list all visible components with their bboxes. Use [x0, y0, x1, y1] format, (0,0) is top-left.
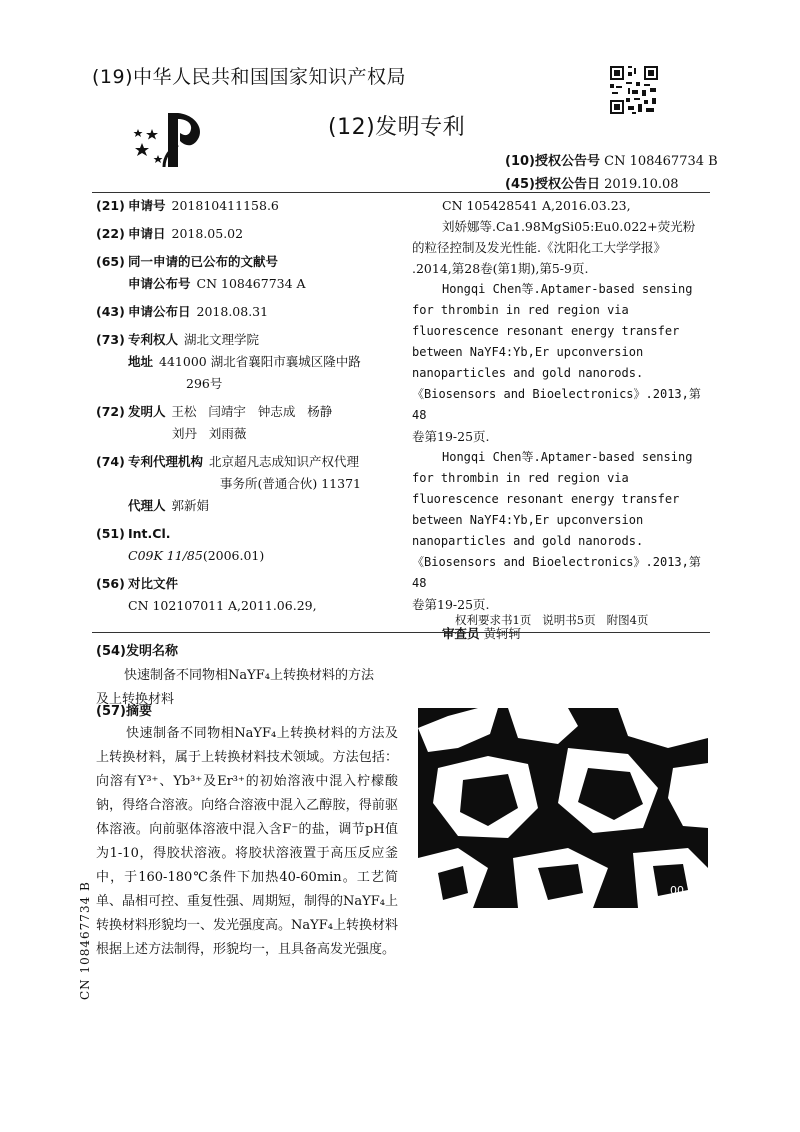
field-code: (73) [96, 332, 125, 347]
grant-number-label: (10)授权公告号 [505, 154, 600, 169]
patentee: 湖北文理学院 [184, 332, 260, 347]
abstract-text [96, 722, 398, 962]
invention-title: 快速制备不同物相NaYF₄上转换材料的方法 [124, 668, 374, 683]
cited-references [412, 195, 710, 644]
agent-row [96, 495, 416, 517]
field-label: 专利权人 [128, 332, 179, 347]
reference-5-line1: Hongqi Chen等.Aptamer-based sensing [442, 450, 693, 464]
ipc-class-row [96, 545, 416, 567]
field-label: 对比文件 [128, 576, 179, 591]
reference-5-line5: nanoparticles and gold nanorods. [412, 534, 644, 548]
reference-3-line2: 的粒径控制及发光性能.《沈阳化工大学学报》 [412, 240, 666, 255]
field-code: (43) [96, 304, 125, 319]
application-number: 201810411158.6 [171, 198, 279, 213]
field-label: 代理人 [128, 498, 166, 513]
abstract-paragraph: 快速制备不同物相NaYF₄上转换材料的方法及上转换材料，属于上转换材料技术领域。方法包括：向溶有Y³⁺、Yb³⁺及Er³⁺的初始溶液中混入柠檬酸钠，得络合溶液。向络合溶液中混入乙醇胺，得前驱体溶液。向前驱体溶液中混入含F⁻的盐，调节pH值为1-10，得胶状溶液。将胶状溶液置于高压反应釜中，于160-180℃条件下加热40-60min。工艺简单、晶相可控、重复性强、周期短，制得的NaYF₄上转换材料形貌均一、发光强度高。NaYF₄上转换材料根据上述方法制得，形貌均一，且具备高发光强度。 [96, 726, 398, 957]
field-label: 专利代理机构 [128, 454, 204, 469]
document-type: (12)发明专利 [328, 115, 466, 140]
reference-2: CN 105428541 A,2016.03.23, [442, 198, 631, 213]
field-label: 发明人 [128, 404, 166, 419]
ipc-row [96, 523, 416, 545]
agency-cont: 事务所(普通合伙) 11371 [220, 476, 361, 491]
bibliographic-data [96, 195, 416, 617]
grant-date: 2019.10.08 [604, 177, 679, 192]
qr-code-icon [608, 64, 660, 116]
reference-4-line3: fluorescence resonant energy transfer [412, 324, 680, 338]
field-label: 地址 [128, 354, 154, 369]
abstract-code: (57) [96, 704, 126, 719]
reference-5-line6: 《Biosensors and Bioelectronics》.2013,第48 [412, 555, 701, 590]
field-label: 申请公布日 [128, 304, 191, 319]
reference-5-line2: for thrombin in red region via [412, 471, 629, 485]
publication-info [505, 150, 718, 196]
agent: 郭新娟 [171, 498, 210, 513]
micrograph-image [418, 708, 708, 908]
ipc-date: (2006.01) [202, 548, 265, 563]
reference-4-line4: between NaYF4:Yb,Er upconversion [412, 345, 644, 359]
page-count: 权利要求书1页 说明书5页 附图4页 [455, 613, 649, 627]
reference-5-line3: fluorescence resonant energy transfer [412, 492, 680, 506]
agency: 北京超凡志成知识产权代理 [209, 454, 360, 469]
reference-4-line1: Hongqi Chen等.Aptamer-based sensing [442, 282, 693, 296]
field-label: Int.Cl. [128, 526, 171, 541]
reference-3-line3: .2014,第28卷(第1期),第5-9页. [412, 261, 589, 276]
side-publication-number: CN 108467734 B [78, 881, 92, 1000]
inventors-row-cont [96, 423, 416, 445]
field-code: (56) [96, 576, 125, 591]
reference-3-line1: 刘娇娜等.Ca1.98MgSi05:Eu0.022+荧光粉 [442, 219, 696, 234]
reference-4-line7: 卷第19-25页. [412, 429, 490, 444]
examiner-name: 黄轲轲 [483, 626, 522, 641]
field-code: (21) [96, 198, 125, 213]
ipc-class: C09K 11/85 [128, 548, 203, 563]
references-row [96, 573, 416, 595]
reference-4-line6: 《Biosensors and Bioelectronics》.2013,第48 [412, 387, 701, 422]
field-label: 同一申请的已公布的文献号 [128, 254, 279, 269]
invention-title-cont: 及上转换材料 [96, 692, 175, 707]
reference-1: CN 102107011 A,2011.06.29, [128, 598, 317, 613]
title-label: 发明名称 [125, 644, 178, 659]
examiner-label: 审查员 [442, 626, 480, 641]
field-label: 申请公布号 [128, 276, 191, 291]
cnipa-logo-icon [130, 105, 210, 173]
field-code: (72) [96, 404, 125, 419]
grant-number: CN 108467734 B [604, 154, 718, 169]
address: 441000 湖北省襄阳市襄城区隆中路 [159, 354, 361, 369]
application-date-row [96, 223, 416, 245]
abstract-heading [96, 700, 152, 719]
publication-date-row [96, 301, 416, 323]
agency-row [96, 451, 416, 473]
header-divider [92, 192, 710, 193]
field-label: 申请日 [128, 226, 166, 241]
agency-row-cont [96, 473, 416, 495]
field-code: (65) [96, 254, 125, 269]
address-row-cont [96, 373, 416, 395]
reference-5-line4: between NaYF4:Yb,Er upconversion [412, 513, 644, 527]
application-number-row [96, 195, 416, 217]
inventors-row [96, 401, 416, 423]
inventors-cont: 刘丹 刘雨薇 [172, 426, 247, 441]
title-code: (54) [96, 644, 126, 659]
reference-4-line2: for thrombin in red region via [412, 303, 629, 317]
field-code: (74) [96, 454, 125, 469]
application-date: 2018.05.02 [171, 226, 244, 241]
address-cont: 296号 [186, 376, 223, 391]
section-divider [92, 632, 710, 633]
prior-publication-number: CN 108467734 A [196, 276, 306, 291]
scale-bar-label: 00 nm [670, 884, 706, 897]
abstract-label: 摘要 [125, 704, 152, 719]
prior-publication-row [96, 251, 416, 273]
reference-1-row [96, 595, 416, 617]
patentee-row [96, 329, 416, 351]
field-code: (51) [96, 526, 125, 541]
issuing-office: (19)中华人民共和国国家知识产权局 [92, 66, 407, 88]
prior-publication-number-row [96, 273, 416, 295]
reference-5-line7: 卷第19-25页. [412, 597, 490, 612]
address-row [96, 351, 416, 373]
field-code: (22) [96, 226, 125, 241]
field-label: 申请号 [128, 198, 166, 213]
reference-4-line5: nanoparticles and gold nanorods. [412, 366, 644, 380]
grant-date-label: (45)授权公告日 [505, 177, 600, 192]
inventors: 王松 闫靖宇 钟志成 杨静 [171, 404, 333, 419]
publication-date: 2018.08.31 [196, 304, 269, 319]
